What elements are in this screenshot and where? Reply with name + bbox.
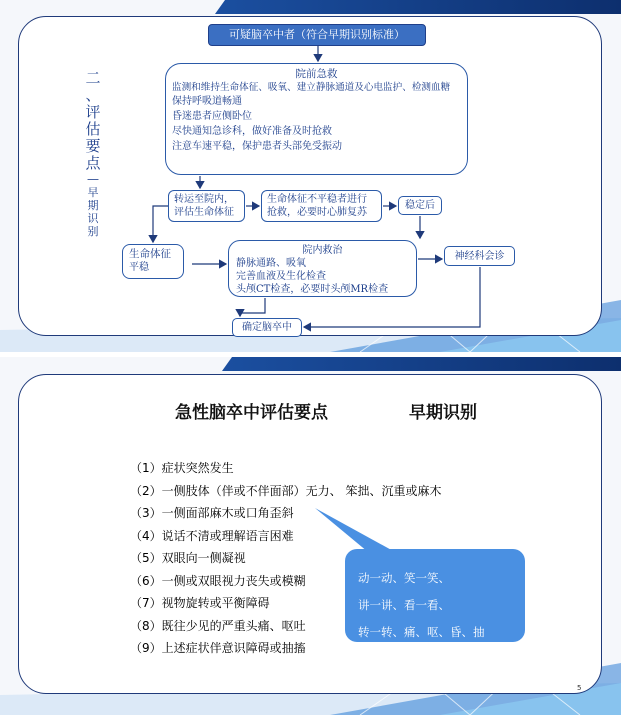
- prehospital-line: 昏迷患者应侧卧位: [172, 111, 252, 122]
- inhospital-title: 院内救治: [302, 245, 343, 256]
- list-item: （9）上述症状伴意识障碍或抽搐: [130, 641, 306, 655]
- section-subtitle-char: 早: [87, 186, 99, 199]
- prehospital-title: 院前急救: [295, 68, 338, 80]
- slide-1: [0, 0, 621, 352]
- flow-arrows: [0, 0, 621, 352]
- mnemonic-line: 转一转、痛、呕、昏、抽: [358, 625, 485, 639]
- inhospital-line: 完善血液及生化检查: [236, 271, 326, 282]
- list-item: （3）一侧面部麻木或口角歪斜: [130, 506, 294, 520]
- list-item: （4）说话不清或理解语言困难: [130, 528, 294, 543]
- list-item: （8）既往少见的严重头痛、呕吐: [130, 618, 306, 633]
- prehospital-line: 保持呼吸道畅通: [172, 96, 242, 107]
- neurology-consult-label: 神经科会诊: [454, 251, 505, 262]
- prehospital-line: 注意车速平稳，保护患者头部免受振动: [172, 141, 342, 152]
- suspected-stroke-header: 可疑脑卒中者（符合早期识别标准）: [208, 24, 426, 46]
- slide2-subtitle: 早期识别: [409, 403, 477, 423]
- inhospital-line: 静脉通路、吸氧: [236, 258, 306, 269]
- section-title-char: 要: [85, 137, 101, 155]
- transfer-line: 转运至院内，: [174, 194, 234, 205]
- section-subtitle-char: 期: [87, 199, 99, 212]
- inhospital-line: 头颅CT检查，必要时头颅MR检查: [236, 284, 389, 295]
- section-subtitle-char: 识: [87, 212, 99, 225]
- prehospital-line: 监测和维持生命体征、吸氧、建立静脉通道及心电监护、检测血糖: [172, 82, 451, 93]
- unstable-line: 生命体征不平稳者进行: [267, 194, 367, 205]
- list-item: （6）一侧或双眼视力丧失或模糊: [130, 573, 306, 588]
- prehospital-line: 尽快通知急诊科，做好准备及时抢救: [172, 126, 332, 137]
- vital-stable-line: 平稳: [129, 262, 149, 273]
- transfer-line: 评估生命体征: [174, 207, 234, 218]
- section-title-char: 二: [85, 69, 101, 87]
- unstable-line: 抢救，必要时心肺复苏: [267, 207, 367, 218]
- list-item: （2）一侧肢体（伴或不伴面部）无力、 笨拙、沉重或麻木: [130, 483, 442, 498]
- mnemonic-text: [358, 565, 528, 646]
- page-number: 5: [577, 684, 582, 692]
- vital-stable-line: 生命体征: [129, 248, 171, 260]
- section-subtitle-char: 别: [87, 225, 99, 238]
- section-title-dash: —: [87, 172, 99, 186]
- slide2-title: 急性脑卒中评估要点: [175, 403, 328, 423]
- after-stable-label: 稳定后: [405, 200, 435, 211]
- section-title-char: 评: [85, 103, 101, 121]
- section-title-char: 、: [85, 86, 101, 104]
- section-title-char: 点: [85, 154, 101, 172]
- list-item: （5）双眼向一侧凝视: [130, 551, 246, 565]
- list-item: （7）视物旋转或平衡障碍: [130, 596, 270, 610]
- confirm-stroke-label: 确定脑卒中: [242, 322, 292, 333]
- list-item: （1）症状突然发生: [130, 461, 234, 475]
- section-title-char: 估: [85, 120, 101, 138]
- mnemonic-line: 动一动、笑一笑、: [358, 571, 450, 585]
- mnemonic-line: 讲一讲、看一看、: [358, 598, 450, 612]
